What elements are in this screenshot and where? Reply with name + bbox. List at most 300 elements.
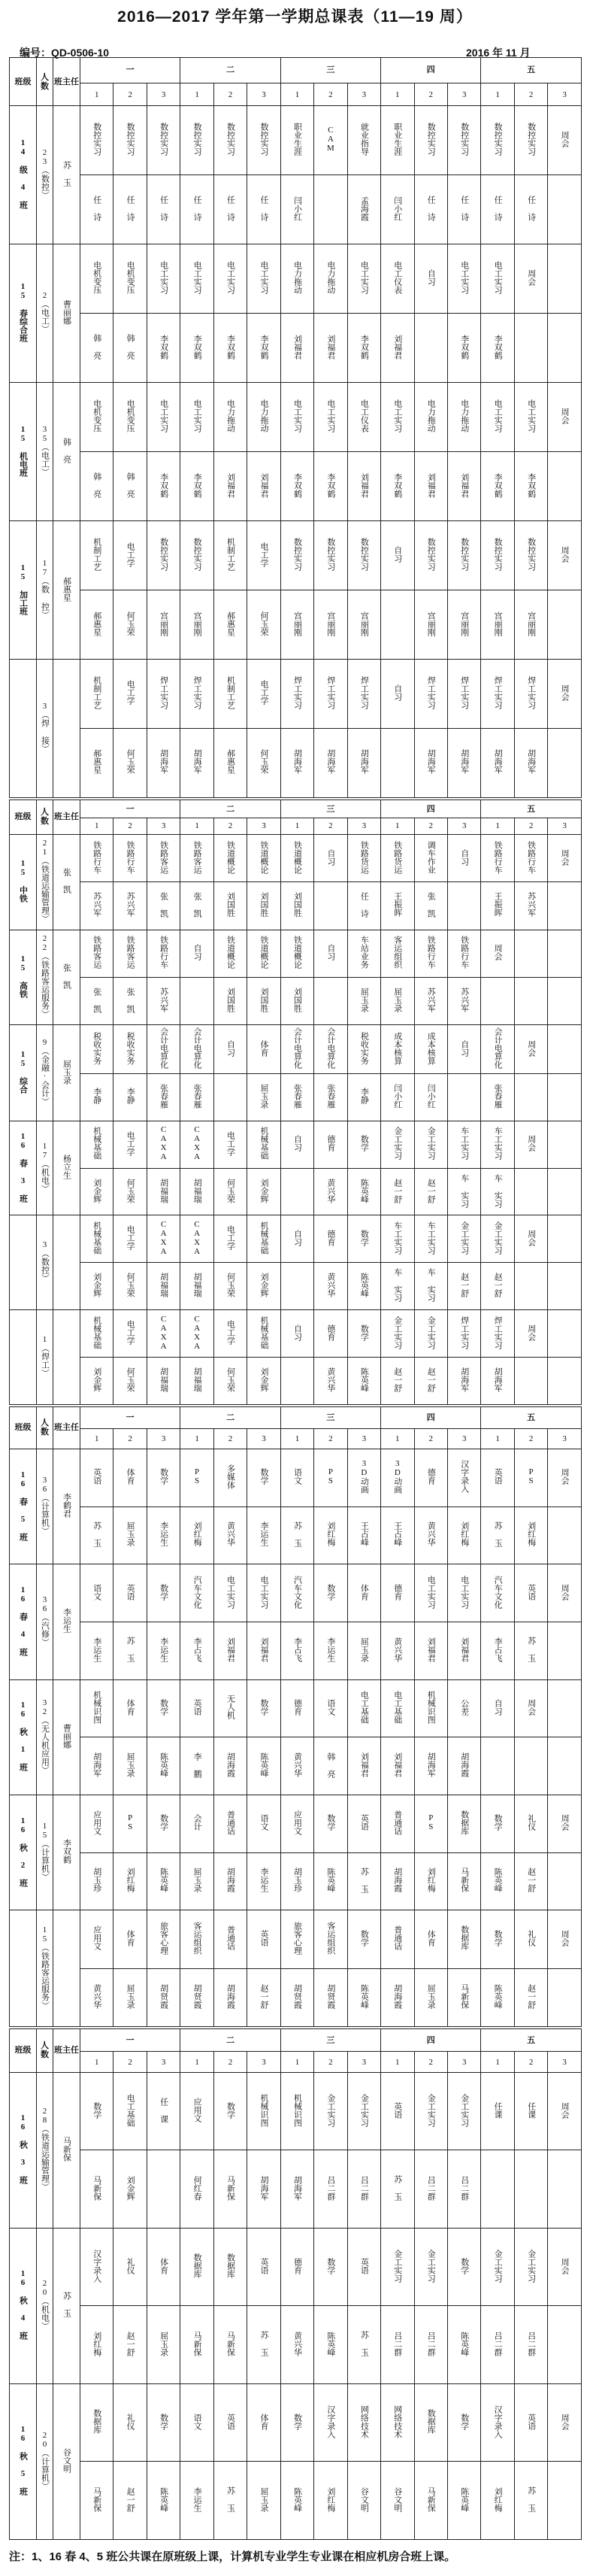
- teacher-cell: [548, 1263, 581, 1310]
- teacher-cell: [548, 2150, 581, 2229]
- course-name: 数控实习: [426, 538, 436, 572]
- course-cell: [213, 930, 247, 977]
- course-teacher: 刘福君: [325, 334, 335, 360]
- course-name: 成本核算: [426, 1031, 436, 1065]
- course-teacher: 宫丽刚: [459, 611, 469, 636]
- teacher-cell: [80, 2306, 113, 2384]
- class-teacher-cell: [53, 1679, 80, 1795]
- teacher-cell: [113, 1852, 147, 1910]
- teacher-cell: [213, 1622, 247, 1679]
- course-name: 汉字录入: [92, 2249, 101, 2283]
- course-cell: [414, 1449, 447, 1506]
- course-teacher: 赵一舒: [493, 1273, 503, 1298]
- course-cell: [147, 521, 180, 590]
- course-cell: [280, 244, 313, 314]
- teacher-cell: [280, 1358, 313, 1405]
- teacher-cell: [481, 314, 514, 383]
- schedule-section: [9, 1406, 581, 2027]
- class-group: 15 中铁: [18, 859, 28, 903]
- teacher-cell: [447, 1852, 480, 1910]
- course-cell: [347, 383, 380, 452]
- course-name: 周会: [560, 848, 570, 866]
- course-teacher: 胡海军: [359, 749, 369, 775]
- teacher-cell: [280, 1622, 313, 1679]
- course-cell: [80, 1121, 113, 1168]
- course-cell: [113, 521, 147, 590]
- course-name: 自习: [292, 1135, 302, 1152]
- course-cell: [213, 244, 247, 314]
- teacher-cell: [514, 175, 547, 244]
- course-name: 焊工实习: [426, 675, 436, 709]
- course-teacher: 李双鹤: [159, 472, 168, 498]
- course-teacher: 胡贤霞: [159, 1983, 168, 2009]
- header-period: 2: [213, 818, 247, 835]
- class-group: 16 春 3 班: [18, 1131, 28, 1203]
- course-teacher: 任 诗: [359, 891, 369, 918]
- course-cell: [514, 1215, 547, 1263]
- course-cell: [514, 1310, 547, 1358]
- class-count: 15（计算机）: [40, 1822, 50, 1882]
- course-name: 数控实习: [225, 123, 235, 156]
- course-cell: [347, 106, 380, 175]
- course-teacher: 张 凯: [92, 987, 101, 1013]
- class-group-cell: [10, 1564, 37, 1679]
- course-name: 自习: [292, 1229, 302, 1246]
- course-name: 汽车文化: [292, 1575, 302, 1609]
- header-period: 1: [381, 818, 414, 835]
- class-group: 16 春 4 班: [18, 1585, 28, 1656]
- course-name: 车工实习: [493, 1127, 503, 1161]
- teacher-cell: [147, 1968, 180, 2026]
- course-cell: [347, 2228, 380, 2306]
- course-teacher: 闫小红: [426, 1083, 436, 1109]
- course-teacher: 宫丽刚: [359, 611, 369, 636]
- teacher-cell: [80, 1358, 113, 1405]
- teacher-cell: [514, 2150, 547, 2229]
- teacher-cell: [481, 2150, 514, 2229]
- course-cell: [314, 244, 347, 314]
- course-cell: [548, 1310, 581, 1358]
- course-teacher: 刘福君: [392, 334, 402, 360]
- course-name: 体育: [426, 1929, 436, 1946]
- course-cell: [147, 930, 180, 977]
- teacher-cell: [113, 1968, 147, 2026]
- header-period: 2: [414, 1429, 447, 1449]
- teacher-cell: [113, 2150, 147, 2229]
- teacher-cell: [514, 1168, 547, 1215]
- teacher-cell: [548, 590, 581, 660]
- course-cell: [447, 1121, 480, 1168]
- class-teacher-cell: [53, 659, 80, 797]
- course-cell: [447, 930, 480, 977]
- course-cell: [447, 1215, 480, 1263]
- course-name: 金工实习: [426, 2249, 436, 2283]
- course-cell: [347, 2072, 380, 2150]
- course-teacher: 胡海霞: [225, 1752, 235, 1778]
- teacher-cell: [280, 314, 313, 383]
- class-count: 32（无人机应用）: [40, 1698, 50, 1774]
- course-cell: [381, 930, 414, 977]
- course-name: 铁路行车: [126, 840, 135, 874]
- course-teacher: 苏兴军: [459, 988, 469, 1013]
- course-teacher: 吕二群: [459, 2175, 469, 2201]
- course-teacher: 胡贤霞: [192, 1983, 202, 2009]
- course-cell: [514, 2383, 547, 2462]
- class-count: 35（电工）: [40, 425, 50, 477]
- teacher-cell: [147, 1263, 180, 1310]
- course-name: 电工实习: [192, 261, 202, 295]
- course-teacher: 吕二群: [493, 2331, 503, 2356]
- course-teacher: 刘国胜: [225, 892, 235, 918]
- course-teacher: 黄兴华: [292, 1752, 302, 1778]
- course-cell: [381, 244, 414, 314]
- class-count-cell: [37, 1564, 53, 1679]
- course-cell: [414, 521, 447, 590]
- course-cell: [180, 1121, 213, 1168]
- teacher-cell: [414, 2306, 447, 2384]
- course-teacher: 刘国胜: [259, 892, 268, 918]
- teacher-cell: [347, 1358, 380, 1405]
- course-teacher: 陈英峰: [459, 2486, 469, 2512]
- teacher-cell: [447, 1358, 480, 1405]
- header-period: 2: [213, 2052, 247, 2073]
- course-cell: [481, 930, 514, 977]
- course-name: 焊工实习: [493, 675, 503, 709]
- course-cell: [147, 1121, 180, 1168]
- class-count: 2（电工）: [40, 291, 50, 334]
- course-name: 铁路行车: [426, 936, 436, 969]
- course-name: 机械基础: [259, 1315, 268, 1349]
- class-count: 20（机电）: [40, 2279, 50, 2331]
- header-period: 3: [447, 1429, 480, 1449]
- teacher-cell: [80, 314, 113, 383]
- teacher-cell: [280, 1737, 313, 1795]
- class-group: 16 秋 5 班: [18, 2425, 28, 2496]
- teacher-cell: [147, 2306, 180, 2384]
- course-name: 体育: [126, 1468, 135, 1485]
- course-teacher: 刘国胜: [259, 988, 268, 1013]
- teacher-cell: [213, 2462, 247, 2540]
- header-period: 1: [481, 818, 514, 835]
- course-name: 机制工艺: [92, 538, 101, 572]
- course-teacher: 胡福瑞: [192, 1178, 202, 1203]
- course-name: 礼仪: [126, 2257, 135, 2274]
- course-teacher: 闫小红: [392, 1083, 402, 1109]
- course-cell: [80, 106, 113, 175]
- teacher-cell: [147, 1073, 180, 1121]
- course-teacher: 苏 玉: [493, 1521, 503, 1547]
- course-name: 数控实习: [259, 123, 268, 156]
- course-teacher: 任 诗: [92, 196, 101, 222]
- class-group-cell: [10, 1679, 37, 1795]
- course-name: 德育: [325, 1324, 335, 1341]
- class-teacher-cell: [53, 106, 80, 244]
- course-cell: [247, 244, 280, 314]
- teacher-cell: [381, 1737, 414, 1795]
- course-name: 应用文: [192, 2098, 202, 2123]
- header-period: 2: [113, 83, 147, 106]
- header-day: 二: [180, 58, 280, 83]
- course-name: 金工实习: [459, 1221, 469, 1255]
- teacher-cell: [80, 1737, 113, 1795]
- course-name: 数据库: [426, 2409, 436, 2435]
- course-cell: [381, 2383, 414, 2462]
- course-teacher: 刘福君: [459, 1637, 469, 1662]
- course-teacher: 韩 亮: [92, 334, 101, 360]
- course-teacher: 郝惠星: [225, 611, 235, 636]
- header-period: 1: [381, 1429, 414, 1449]
- teacher-cell: [113, 2306, 147, 2384]
- course-cell: [213, 2072, 247, 2150]
- course-teacher: 胡海军: [192, 749, 202, 775]
- class-teacher: 李鹤君: [62, 1493, 71, 1519]
- teacher-cell: [381, 978, 414, 1025]
- header-day: 一: [80, 1407, 180, 1429]
- teacher-cell: [80, 1168, 113, 1215]
- course-teacher: 陈英峰: [292, 2486, 302, 2512]
- teacher-cell: [548, 1073, 581, 1121]
- teacher-cell: [447, 2306, 480, 2384]
- course-teacher: 屈玉录: [126, 1983, 135, 2009]
- course-name: 自习: [392, 546, 402, 563]
- course-name: 机械基础: [259, 1127, 268, 1161]
- teacher-cell: [548, 175, 581, 244]
- course-name: 周会: [526, 1135, 536, 1152]
- teacher-cell: [481, 590, 514, 660]
- course-name: 数控实习: [159, 538, 168, 572]
- course-cell: [548, 2383, 581, 2462]
- class-teacher: 李运生: [62, 1608, 71, 1634]
- teacher-cell: [381, 1852, 414, 1910]
- teacher-cell: [247, 175, 280, 244]
- course-cell: [113, 383, 147, 452]
- course-cell: [180, 1679, 213, 1737]
- course-name: 机械识图: [292, 2093, 302, 2127]
- class-count-cell: [37, 383, 53, 521]
- course-cell: [347, 659, 380, 728]
- course-teacher: 刘金辉: [259, 1273, 268, 1298]
- course-cell: [280, 1310, 313, 1358]
- teacher-cell: [80, 2462, 113, 2540]
- course-name: 电机变压: [92, 399, 101, 433]
- teacher-cell: [180, 728, 213, 797]
- course-name: 机制工艺: [92, 675, 101, 709]
- course-name: 数控实习: [159, 123, 168, 156]
- course-cell: [80, 1215, 113, 1263]
- course-cell: [548, 1795, 581, 1852]
- course-cell: [180, 2228, 213, 2306]
- course-teacher: 吕二群: [392, 2331, 402, 2356]
- teacher-cell: [213, 1168, 247, 1215]
- course-cell: [247, 1310, 280, 1358]
- teacher-cell: [481, 1622, 514, 1679]
- course-teacher: 李双鹤: [325, 472, 335, 498]
- course-cell: [414, 2383, 447, 2462]
- course-cell: [481, 1795, 514, 1852]
- course-cell: [180, 930, 213, 977]
- course-teacher: 任 诗: [192, 196, 202, 222]
- course-cell: [247, 521, 280, 590]
- course-cell: [347, 1215, 380, 1263]
- course-cell: [381, 1449, 414, 1506]
- course-name: 焊工实习: [493, 1315, 503, 1349]
- course-name: 电工基础: [126, 2093, 135, 2127]
- course-cell: [481, 2072, 514, 2150]
- course-cell: [314, 1564, 347, 1622]
- course-cell: [180, 244, 213, 314]
- teacher-cell: [113, 175, 147, 244]
- course-name: 焊工实习: [459, 675, 469, 709]
- class-count-cell: [37, 834, 53, 930]
- teacher-cell: [548, 2306, 581, 2384]
- class-group: 15 春综合班: [18, 282, 28, 343]
- course-teacher: 何玉荣: [259, 749, 268, 775]
- class-group-cell: [10, 1025, 37, 1121]
- header-day: 三: [280, 2029, 380, 2052]
- course-teacher: 李双鹤: [159, 334, 168, 360]
- teacher-cell: [414, 1622, 447, 1679]
- teacher-cell: [80, 728, 113, 797]
- course-teacher: 胡福瑞: [192, 1273, 202, 1298]
- course-teacher: 胡福瑞: [159, 1273, 168, 1298]
- class-count: 21（铁道运输管理）: [40, 839, 50, 924]
- class-teacher: 杨立生: [62, 1154, 71, 1180]
- course-cell: [314, 1025, 347, 1073]
- course-name: 客运组织: [325, 1921, 335, 1955]
- teacher-cell: [381, 882, 414, 930]
- course-teacher: 谷文明: [359, 2486, 369, 2512]
- teacher-cell: [247, 1263, 280, 1310]
- course-cell: [381, 1564, 414, 1622]
- course-teacher: 宫丽刚: [192, 611, 202, 636]
- class-teacher-cell: [53, 930, 80, 1025]
- teacher-cell: [514, 452, 547, 521]
- header-period: 2: [314, 2052, 347, 2073]
- header-period: 1: [280, 83, 313, 106]
- class-teacher: 李双鹤: [62, 1839, 71, 1864]
- course-cell: [180, 834, 213, 881]
- course-name: 电工实习: [526, 399, 536, 433]
- course-teacher: 李双鹤: [359, 334, 369, 360]
- course-name: 德育: [292, 1698, 302, 1716]
- teacher-cell: [80, 1968, 113, 2026]
- course-teacher: 陈英峰: [159, 1752, 168, 1778]
- teacher-cell: [414, 2150, 447, 2229]
- course-cell: [481, 2228, 514, 2306]
- course-cell: [280, 1449, 313, 1506]
- course-cell: [314, 1910, 347, 1968]
- course-cell: [381, 1679, 414, 1737]
- course-name: 电力拖动: [459, 399, 469, 433]
- course-cell: [280, 2383, 313, 2462]
- course-cell: [414, 2072, 447, 2150]
- course-teacher: 刘金辉: [259, 1367, 268, 1392]
- header-day: 三: [280, 58, 380, 83]
- course-name: 铁路货运: [359, 840, 369, 874]
- teacher-cell: [414, 1737, 447, 1795]
- course-cell: [213, 1215, 247, 1263]
- course-cell: [447, 106, 480, 175]
- course-cell: [247, 2072, 280, 2150]
- header-count: 人数: [37, 1407, 53, 1449]
- teacher-cell: [314, 1737, 347, 1795]
- course-cell: [481, 1449, 514, 1506]
- teacher-cell: [80, 452, 113, 521]
- course-cell: [147, 2228, 180, 2306]
- course-cell: [180, 1795, 213, 1852]
- course-cell: [180, 383, 213, 452]
- course-teacher: 屈玉录: [392, 988, 402, 1013]
- header-period: 1: [80, 1429, 113, 1449]
- course-name: 数控实习: [325, 538, 335, 572]
- teacher-cell: [180, 1506, 213, 1564]
- course-cell: [113, 1310, 147, 1358]
- class-group-cell: [10, 1310, 37, 1405]
- course-teacher: 何玉荣: [126, 1367, 135, 1392]
- class-group: 16 秋 1 班: [18, 1701, 28, 1772]
- header-day: 四: [381, 1407, 481, 1429]
- course-teacher: 陈英峰: [325, 2331, 335, 2356]
- course-teacher: 韩 亮: [92, 472, 101, 499]
- teacher-cell: [213, 728, 247, 797]
- course-cell: [548, 244, 581, 314]
- course-name: 旅客心理: [292, 1921, 302, 1955]
- course-teacher: 赵一舒: [526, 1868, 536, 1893]
- course-teacher: 苏兴军: [159, 988, 168, 1013]
- course-name: 会计电算化: [292, 1027, 302, 1070]
- course-cell: [381, 2228, 414, 2306]
- course-teacher: 宫丽刚: [493, 611, 503, 636]
- course-teacher: 苏 玉: [359, 1867, 369, 1893]
- teacher-cell: [213, 1852, 247, 1910]
- course-name: 电力拖动: [259, 399, 268, 433]
- class-teacher-cell: [53, 383, 80, 521]
- course-cell: [314, 930, 347, 977]
- teacher-cell: [113, 1263, 147, 1310]
- course-name: 机械识图: [426, 1690, 436, 1724]
- header-count: 人数: [37, 58, 53, 106]
- course-name: 语文: [92, 1583, 101, 1601]
- course-name: 数学: [359, 1229, 369, 1246]
- teacher-cell: [247, 2150, 280, 2229]
- course-name: 电工实习: [392, 399, 402, 433]
- course-name: 车工实习: [392, 1221, 402, 1255]
- teacher-cell: [147, 1168, 180, 1215]
- course-teacher: 苏兴军: [526, 892, 536, 918]
- teacher-cell: [213, 452, 247, 521]
- course-cell: [147, 383, 180, 452]
- teacher-cell: [381, 175, 414, 244]
- course-teacher: 何玉荣: [225, 1178, 235, 1203]
- course-name: 电工实习: [325, 399, 335, 433]
- course-teacher: 陈英峰: [259, 1752, 268, 1778]
- course-name: 机械识图: [92, 1690, 101, 1724]
- teacher-cell: [514, 1737, 547, 1795]
- course-name: 电工学: [225, 1320, 235, 1346]
- course-name: 汽车文化: [192, 1575, 202, 1609]
- course-cell: [280, 1121, 313, 1168]
- teacher-cell: [213, 1263, 247, 1310]
- course-cell: [381, 1215, 414, 1263]
- class-teacher: 苏 玉: [62, 161, 71, 187]
- course-teacher: 刘金辉: [126, 2175, 135, 2201]
- teacher-cell: [548, 882, 581, 930]
- header-period: 3: [247, 83, 280, 106]
- teacher-cell: [113, 978, 147, 1025]
- course-cell: [481, 1310, 514, 1358]
- course-cell: [213, 834, 247, 881]
- course-teacher: 李运生: [259, 1868, 268, 1893]
